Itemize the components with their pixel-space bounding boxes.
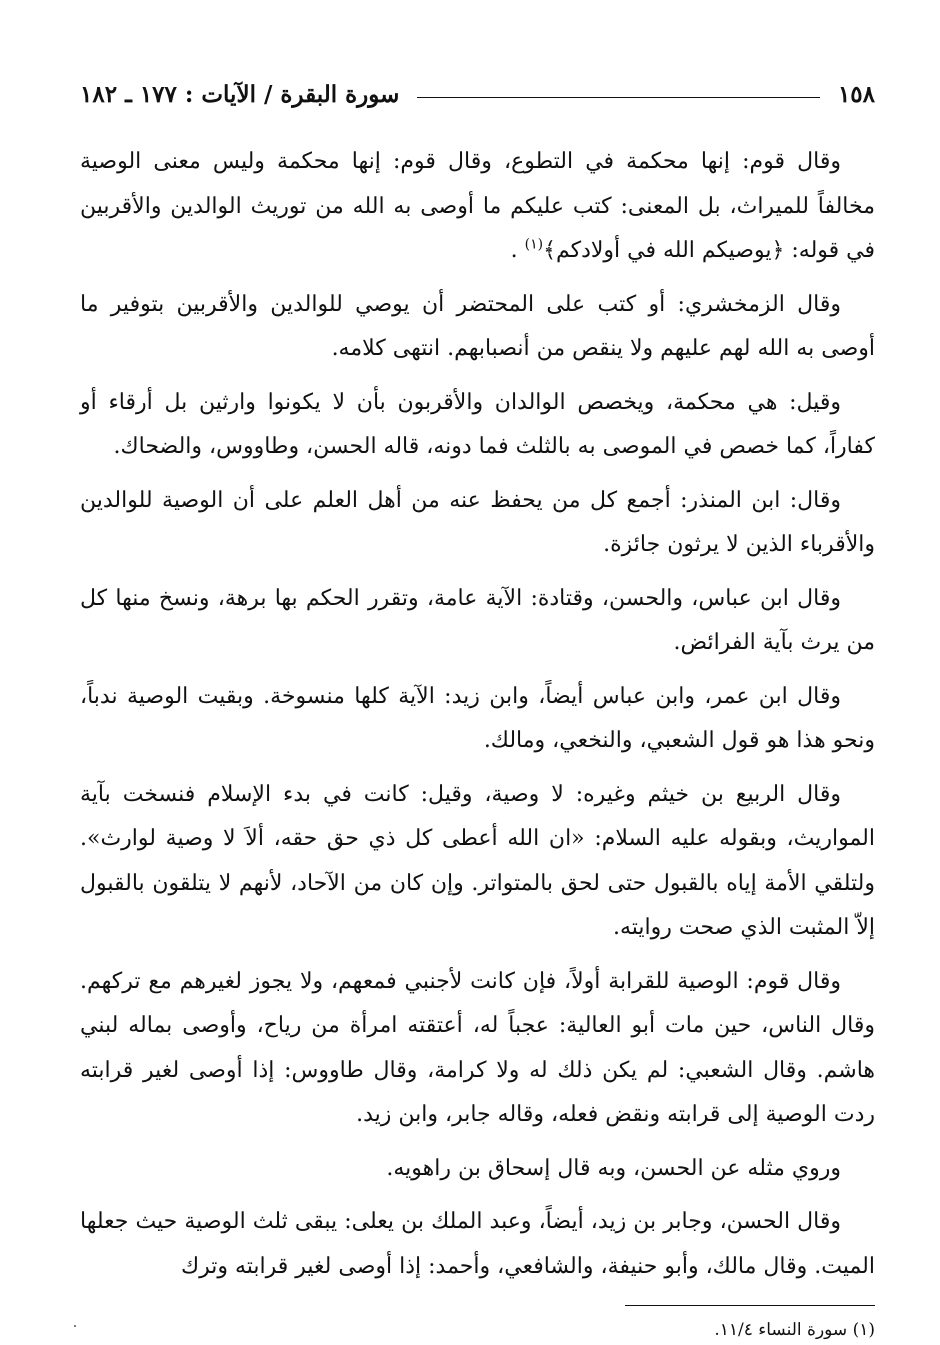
running-header (80, 70, 875, 118)
paragraph: وقال الحسن، وجابر بن زيد، أيضاً، وعبد الملك بن يعلى: يبقى ثلث الوصية حيث جعلها الميت. وقال مالك، وأبو حنيفة، والشافعي، وأحمد: إذا أوصى لغير قرابته وترك (80, 1209, 875, 1279)
paragraph: وقال الزمخشري: أو كتب على المحتضر أن يوصي للوالدين والأقربين بتوفير ما أوصى به الله لهم عليهم ولا ينقص من أنصبابهم. انتهى كلامه. (80, 291, 875, 361)
paragraph: وقال ابن عمر، وابن عباس أيضاً، وابن زيد: الآية كلها منسوخة. وبقيت الوصية ندباً، ونحو هذا هو قول الشعبي، والنخعي، ومالك. (80, 683, 875, 753)
paragraph-end-mark: . (510, 238, 518, 263)
paragraph: وقال ابن عباس، والحسن، وقتادة: الآية عامة، وتقرر الحكم بها برهة، ونسخ منها كل من يرث بآية الفرائض. (80, 585, 875, 655)
header-rule (417, 97, 820, 98)
footnote-rule (625, 1305, 875, 1306)
paragraph-text: وقال قوم: إنها محكمة في التطوع، وقال قوم: إنها محكمة وليس معنى الوصية مخالفاً للميراث، بل المعنى: كتب عليكم ما أوصى به الله من توريث الوالدين والأقربين في قوله: ﴿يوصيكم الله في أولادكم﴾ (80, 149, 875, 263)
paragraph: وقال الربيع بن خيثم وغيره: لا وصية، وقيل: كانت في بدء الإسلام فنسخت بآية المواريث، وبقوله عليه السلام: «ان الله أعطى كل ذي حق حقه، ألاَ لا وصية لوارث». ولتلقي الأمة إياه بالقبول حتى لحق بالمتواتر. وإن كان من الآحاد، لأنهم لا يتلقون بالقبول إلاّ المثبت الذي صحت روايته. (80, 781, 875, 940)
paragraph: وقال: ابن المنذر: أجمع كل من يحفظ عنه من أهل العلم على أن الوصية للوالدين والأقرباء الذين لا يرثون جائزة. (80, 487, 875, 557)
footnote-reference: (١) (524, 236, 544, 253)
footnote: (١) سورة النساء ١١/٤. (714, 1320, 875, 1340)
paragraph: وروي مثله عن الحسن، وبه قال إسحاق بن راهويه. (386, 1155, 841, 1181)
surah-title: سورة البقرة / الآيات : ١٧٧ ـ ١٨٢ (80, 80, 400, 108)
scan-speck (74, 1325, 76, 1327)
paragraph (80, 140, 875, 274)
body-text (80, 140, 875, 1289)
page-number: ١٥٨ (837, 80, 875, 108)
paragraph: وقال قوم: الوصية للقرابة أولاً، فإن كانت لأجنبي فمعهم، ولا يجوز لغيرهم مع تركهم. وقال الناس، حين مات أبو العالية: عجباً له، أعتقته امرأة من رياح، وأوصى بماله لبني هاشم. وقال الشعبي: لم يكن ذلك له ولا كرامة، وقال طاووس: إذا أوصى لغير قرابته ردت الوصية إلى قرابته ونقض فعله، وقاله جابر، وابن زيد. (80, 968, 875, 1127)
paragraph: وقيل: هي محكمة، ويخصص الوالدان والأقربون بأن لا يكونوا وارثين بل أرقاء أو كفاراً، كما خصص في الموصى به بالثلث فما دونه، قاله الحسن، وطاووس، والضحاك. (80, 389, 875, 459)
book-page (80, 70, 875, 1344)
